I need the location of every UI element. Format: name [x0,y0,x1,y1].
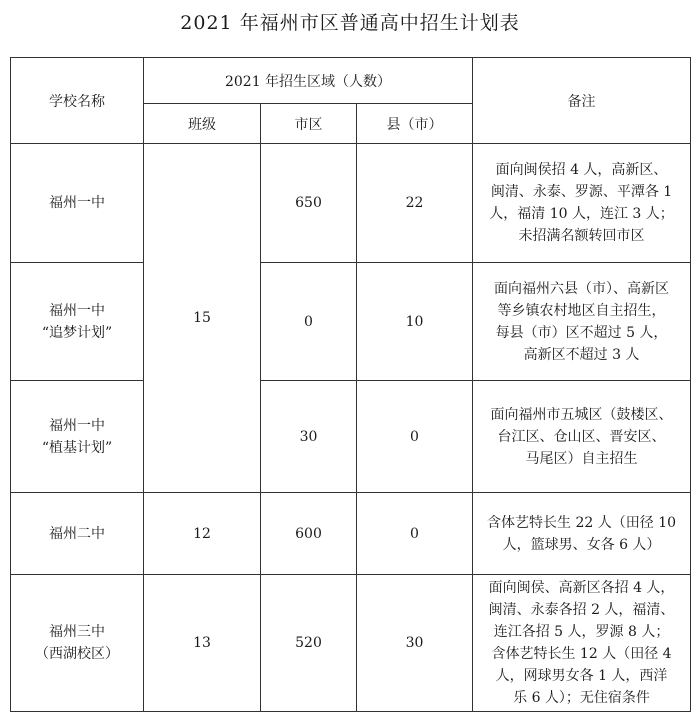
school-campus: （西湖校区） [35,646,119,662]
remarks-line: 含体艺特长生 12 人（田径 4 [491,646,672,662]
school-name: 福州二中 [49,525,105,542]
classes-cell: 13 [144,575,261,712]
remarks-line: 面向福州六县（市）、高新区 [494,280,670,297]
county-cell: 0 [357,493,473,575]
remarks-cell [473,263,691,381]
header-quota-group: 2021 年招生区域（人数） [144,58,473,104]
remarks-line: 台江区、仓山区、晋安区、 [497,428,666,445]
header-school-name: 学校名称 [11,58,144,144]
table-row [11,144,691,263]
remarks-line: 人，网球男女各 1 人，西洋 [495,668,668,684]
remarks-line: 连江各招 5 人，罗源 8 人； [493,624,670,640]
school-name: 福州三中 [49,624,105,640]
remarks-line: 马尾区）自主招生 [525,450,638,467]
remarks-line: 闽清、永泰、罗源、平潭各 1 [490,184,673,200]
table-row [11,575,691,712]
city-cell: 0 [261,263,357,381]
table-row [11,263,691,381]
remarks-line: 人，福清 10 人，连江 3 人； [489,206,674,222]
school-name-cell [11,575,144,712]
school-name-cell [11,381,144,493]
remarks-line: 未招满名额转回市区 [518,228,645,244]
classes-cell: 12 [144,493,261,575]
city-cell: 600 [261,493,357,575]
county-cell: 10 [357,263,473,381]
remarks-line: 高新区不超过 3 人 [523,346,640,363]
city-cell: 650 [261,144,357,263]
city-cell: 520 [261,575,357,712]
page-title: 2021 年福州市区普通高中招生计划表 [180,12,520,34]
enrollment-plan-table [10,57,691,712]
header-city: 市区 [261,104,357,144]
classes-cell: 15 [144,144,261,493]
county-cell: 0 [357,381,473,493]
remarks-line: 人，篮球男、女各 6 人） [502,536,661,553]
remarks-line: 面向闽侯、高新区各招 4 人， [488,580,675,596]
school-program: “追梦计划” [41,324,113,341]
remarks-cell [473,575,691,712]
remarks-cell [473,493,691,575]
header-row-1 [11,58,691,104]
header-remarks: 备注 [473,58,691,144]
school-program: “植基计划” [41,439,113,456]
school-name-cell [11,263,144,381]
table-row [11,493,691,575]
school-name-cell [11,493,144,575]
remarks-line: 每县（市）区不超过 5 人， [495,324,668,341]
remarks-line: 面向福州市五城区（鼓楼区、 [490,406,673,423]
school-name: 福州一中 [49,302,105,319]
school-name: 福州一中 [49,195,105,211]
county-cell: 22 [357,144,473,263]
remarks-cell [473,144,691,263]
header-classes: 班级 [144,104,261,144]
remarks-line: 面向闽侯招 4 人，高新区、 [495,162,668,178]
remarks-line: 乐 6 人）；无住宿条件 [513,690,650,706]
school-name-cell [11,144,144,263]
city-cell: 30 [261,381,357,493]
county-cell: 30 [357,575,473,712]
remarks-cell [473,381,691,493]
school-name: 福州一中 [49,417,105,434]
remarks-line: 等乡镇农村地区自主招生， [497,302,666,319]
remarks-line: 含体艺特长生 22 人（田径 10 [487,514,677,531]
remarks-line: 闽清、永泰各招 2 人，福清、 [488,602,675,618]
table-row [11,381,691,493]
header-county: 县（市） [357,104,473,144]
